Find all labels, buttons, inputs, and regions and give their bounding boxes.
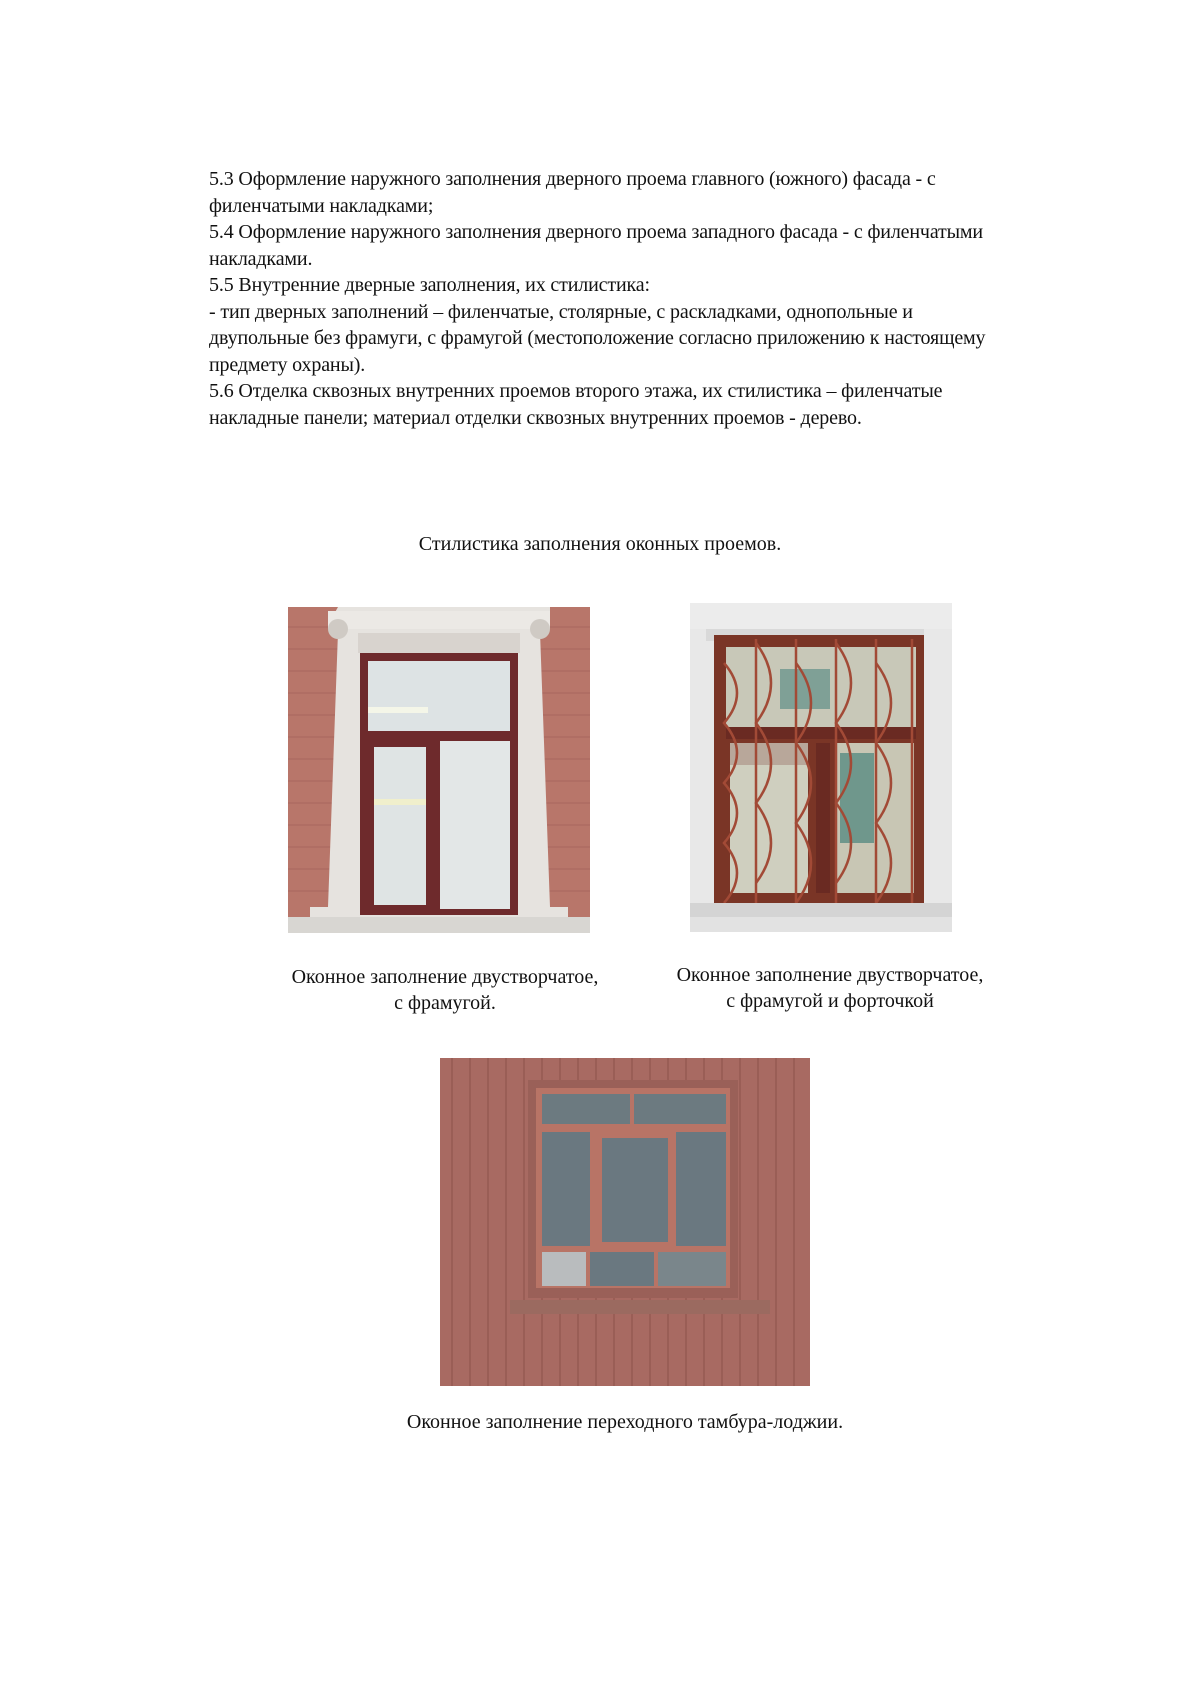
body-text xyxy=(209,166,1109,431)
window-photo-2 xyxy=(690,603,952,932)
text-line: 5.6 Отделка сквозных внутренних проемов второго этажа, их стилистика – филенчатые xyxy=(209,380,943,402)
caption-line: Оконное заполнение переходного тамбура-лоджии. xyxy=(406,1411,844,1433)
caption-line: с фрамугой. xyxy=(394,992,496,1014)
window-photo-1 xyxy=(288,607,590,933)
text-line: 5.3 Оформление наружного заполнения дверного проема главного (южного) фасада - с xyxy=(209,168,936,190)
text-line: предмету охраны). xyxy=(209,353,366,376)
text-line: накладками. xyxy=(209,247,313,270)
text-line: 5.4 Оформление наружного заполнения дверного проема западного фасада - с филенчатыми xyxy=(209,221,983,243)
window-photo-3-illustration xyxy=(440,1058,810,1386)
figure-caption-3 xyxy=(300,1409,950,1435)
text-line: - тип дверных заполнений – филенчатые, столярные, с раскладками, однопольные и xyxy=(209,300,913,323)
caption-line: с фрамугой и форточкой xyxy=(726,990,934,1012)
window-photo-2-illustration xyxy=(690,603,952,932)
section-title: Стилистика заполнения оконных проемов. xyxy=(418,533,782,555)
window-photo-3 xyxy=(440,1058,810,1386)
text-line: филенчатыми накладками; xyxy=(209,194,434,217)
text-line: 5.5 Внутренние дверные заполнения, их стилистика: xyxy=(209,274,650,296)
text-line: накладные панели; материал отделки сквозных внутренних проемов - дерево. xyxy=(209,406,862,429)
caption-line: Оконное заполнение двустворчатое, xyxy=(676,964,984,986)
window-photo-1-illustration xyxy=(288,607,590,933)
figure-caption-1 xyxy=(255,964,635,1016)
figure-caption-2 xyxy=(640,962,1020,1014)
text-line: двупольные без фрамуги, с фрамугой (местоположение согласно приложению к настоящему xyxy=(209,327,986,349)
caption-line: Оконное заполнение двустворчатое, xyxy=(291,966,599,988)
